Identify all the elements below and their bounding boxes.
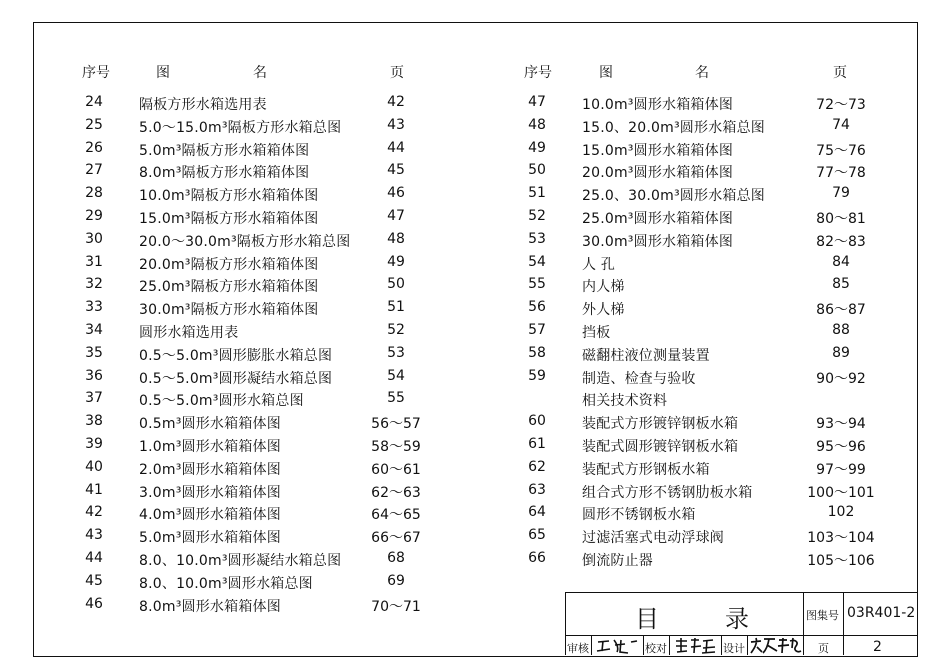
row-page: 88: [832, 321, 850, 338]
row-page: 69: [387, 572, 405, 589]
row-page: 77～78: [816, 165, 866, 182]
right-header-name-b: 名: [695, 65, 709, 81]
row-page: 43: [387, 116, 405, 133]
row-page: 103～104: [807, 530, 875, 547]
row-title: 组合式方形不锈钢肋板水箱: [582, 484, 753, 501]
row-number: 25: [85, 116, 103, 133]
row-number: 35: [85, 344, 103, 361]
title-char-2: 录: [725, 605, 749, 633]
row-title: 30.0m³隔板方形水箱箱体图: [139, 302, 319, 319]
right-header-number: 序号: [524, 65, 552, 81]
row-page: 52: [387, 321, 405, 338]
row-title: 10.0m³隔板方形水箱箱体图: [139, 188, 319, 205]
row-title: 8.0、10.0m³圆形水箱总图: [139, 575, 313, 592]
row-number: 48: [528, 116, 546, 133]
row-page: 54: [387, 367, 405, 384]
row-number: 41: [85, 481, 103, 498]
row-title: 5.0m³圆形水箱箱体图: [139, 530, 281, 547]
row-number: 59: [528, 367, 546, 384]
row-page: 95～96: [816, 438, 866, 455]
row-title: 0.5～5.0m³圆形水箱总图: [139, 393, 304, 410]
row-title: 8.0m³隔板方形水箱箱体图: [139, 165, 310, 182]
row-number: 54: [528, 253, 546, 270]
row-number: 44: [85, 549, 103, 566]
row-title: 0.5～5.0m³圆形膨胀水箱总图: [139, 347, 333, 364]
row-page: 90～92: [816, 370, 866, 387]
row-title: 25.0、30.0m³圆形水箱总图: [582, 188, 765, 205]
row-title: 过滤活塞式电动浮球阀: [582, 530, 724, 547]
row-title: 装配式方形钢板水箱: [582, 461, 710, 478]
tb-check-label-divider: [643, 636, 644, 655]
row-number: 62: [528, 458, 546, 475]
row-number: 24: [85, 94, 103, 110]
row-number: 50: [528, 162, 546, 179]
row-title: 8.0m³圆形水箱箱体图: [139, 598, 281, 615]
row-number: 28: [85, 185, 103, 202]
row-title: 5.0m³隔板方形水箱箱体图: [139, 142, 310, 159]
left-header-name-b: 名: [253, 65, 267, 81]
row-page: 66～67: [371, 530, 421, 547]
row-page: 84: [832, 253, 850, 270]
row-title: 0.5m³圆形水箱箱体图: [139, 416, 281, 433]
row-number: 49: [528, 139, 546, 156]
page-label: 页: [818, 642, 829, 655]
tb-review-divider: [591, 636, 592, 655]
row-number: 33: [85, 299, 103, 316]
row-number: 26: [85, 139, 103, 156]
tb-top-line: [565, 592, 917, 593]
row-title: 15.0m³圆形水箱箱体图: [582, 142, 734, 159]
row-page: 80～81: [816, 210, 866, 227]
row-title: 0.5～5.0m³圆形凝结水箱总图: [139, 370, 333, 387]
row-number: 53: [528, 230, 546, 247]
row-number: 34: [85, 321, 103, 338]
row-title: 外人梯: [582, 302, 625, 319]
review-label: 审核: [567, 642, 589, 655]
title-block: [565, 592, 917, 655]
row-title: 20.0～30.0m³隔板方形水箱总图: [139, 233, 351, 250]
row-title: 磁翻柱液位测量装置: [582, 347, 710, 364]
row-number: 46: [85, 595, 103, 612]
row-title: 25.0m³圆形水箱箱体图: [582, 210, 734, 227]
row-number: 36: [85, 367, 103, 384]
row-number: 52: [528, 207, 546, 224]
row-title: 5.0～15.0m³隔板方形水箱总图: [139, 119, 342, 136]
row-number: 58: [528, 344, 546, 361]
row-number: 43: [85, 527, 103, 544]
row-number: 45: [85, 572, 103, 589]
row-title: 15.0m³隔板方形水箱箱体图: [139, 210, 319, 227]
row-number: 57: [528, 321, 546, 338]
check-label: 校对: [645, 642, 667, 655]
row-page: 74: [832, 116, 850, 133]
left-header-name-a: 图: [156, 65, 170, 81]
row-page: 72～73: [816, 97, 866, 113]
row-number: 47: [528, 94, 546, 110]
row-page: 62～63: [371, 484, 421, 501]
row-page: 97～99: [816, 461, 866, 478]
row-number: 64: [528, 504, 546, 521]
row-page: 60～61: [371, 461, 421, 478]
row-number: 39: [85, 435, 103, 452]
row-title: 制造、检查与验收: [582, 370, 696, 387]
row-title: 挡板: [582, 324, 611, 341]
row-page: 47: [387, 207, 405, 224]
row-page: 89: [832, 344, 850, 361]
row-page: 58～59: [371, 438, 421, 455]
row-page: 105～106: [807, 552, 875, 569]
row-title: 倒流防止器: [582, 552, 653, 569]
row-page: 53: [387, 344, 405, 361]
row-number: 27: [85, 162, 103, 179]
row-page: 51: [387, 299, 405, 316]
row-page: 86～87: [816, 302, 866, 319]
row-title: 隔板方形水箱选用表: [139, 97, 267, 113]
row-number: 40: [85, 458, 103, 475]
row-title: 人 孔: [582, 256, 616, 273]
right-header-page: 页: [833, 65, 847, 81]
row-title: 圆形水箱选用表: [139, 324, 239, 341]
row-page: 68: [387, 549, 405, 566]
check-signature: [673, 636, 719, 655]
row-number: 42: [85, 504, 103, 521]
row-title: 圆形不锈钢板水箱: [582, 507, 696, 524]
page-number: 2: [873, 639, 882, 655]
row-title: 4.0m³圆形水箱箱体图: [139, 507, 281, 524]
row-title: 内人梯: [582, 279, 625, 296]
row-title: 20.0m³圆形水箱箱体图: [582, 165, 734, 182]
row-number: 37: [85, 390, 103, 407]
design-signature: [749, 636, 803, 655]
row-title: 30.0m³圆形水箱箱体图: [582, 233, 734, 250]
row-number: 55: [528, 276, 546, 293]
left-header-number: 序号: [82, 65, 110, 81]
row-title: 25.0m³隔板方形水箱箱体图: [139, 279, 319, 296]
design-label: 设计: [723, 642, 745, 655]
row-number: 65: [528, 527, 546, 544]
title-char-1: 目: [635, 605, 659, 633]
row-number: 61: [528, 435, 546, 452]
row-number: 31: [85, 253, 103, 270]
row-page: 56～57: [371, 416, 421, 433]
row-title: 装配式圆形镀锌钢板水箱: [582, 438, 739, 455]
row-title: 8.0、10.0m³圆形凝结水箱总图: [139, 552, 342, 569]
row-page: 48: [387, 230, 405, 247]
row-title: 装配式方形镀锌钢板水箱: [582, 416, 739, 433]
row-number: 38: [85, 413, 103, 430]
row-title: 10.0m³圆形水箱箱体图: [582, 97, 734, 113]
row-number: 66: [528, 549, 546, 566]
row-page: 55: [387, 390, 405, 407]
row-number: 63: [528, 481, 546, 498]
row-page: 50: [387, 276, 405, 293]
row-number: 30: [85, 230, 103, 247]
row-page: 100～101: [807, 484, 875, 501]
right-header-name-a: 图: [599, 65, 613, 81]
row-number: 60: [528, 413, 546, 430]
row-number: 51: [528, 185, 546, 202]
row-number: 56: [528, 299, 546, 316]
row-page: 75～76: [816, 142, 866, 159]
tb-divider-2: [843, 592, 844, 655]
row-title: 20.0m³隔板方形水箱箱体图: [139, 256, 319, 273]
row-page: 46: [387, 185, 405, 202]
atlas-number: 03R401-2: [847, 605, 916, 621]
row-page: 44: [387, 139, 405, 156]
row-title: 2.0m³圆形水箱箱体图: [139, 461, 281, 478]
row-number: 32: [85, 276, 103, 293]
row-page: 85: [832, 276, 850, 293]
row-page: 93～94: [816, 416, 866, 433]
tb-check-divider: [669, 636, 670, 655]
row-page: 42: [387, 94, 405, 110]
row-title: 1.0m³圆形水箱箱体图: [139, 438, 281, 455]
atlas-label: 图集号: [806, 609, 839, 622]
row-title: 15.0、20.0m³圆形水箱总图: [582, 119, 765, 136]
review-signature: [595, 636, 641, 655]
row-page: 79: [832, 185, 850, 202]
row-title: 相关技术资料: [582, 393, 668, 410]
row-number: 29: [85, 207, 103, 224]
row-page: 49: [387, 253, 405, 270]
row-page: 102: [827, 504, 855, 521]
row-page: 70～71: [371, 598, 421, 615]
row-title: 3.0m³圆形水箱箱体图: [139, 484, 281, 501]
row-page: 64～65: [371, 507, 421, 524]
tb-design-divider: [747, 636, 748, 655]
tb-design-label-divider: [721, 636, 722, 655]
row-page: 82～83: [816, 233, 866, 250]
tb-divider-1: [803, 592, 804, 655]
left-header-page: 页: [390, 65, 404, 81]
row-page: 45: [387, 162, 405, 179]
